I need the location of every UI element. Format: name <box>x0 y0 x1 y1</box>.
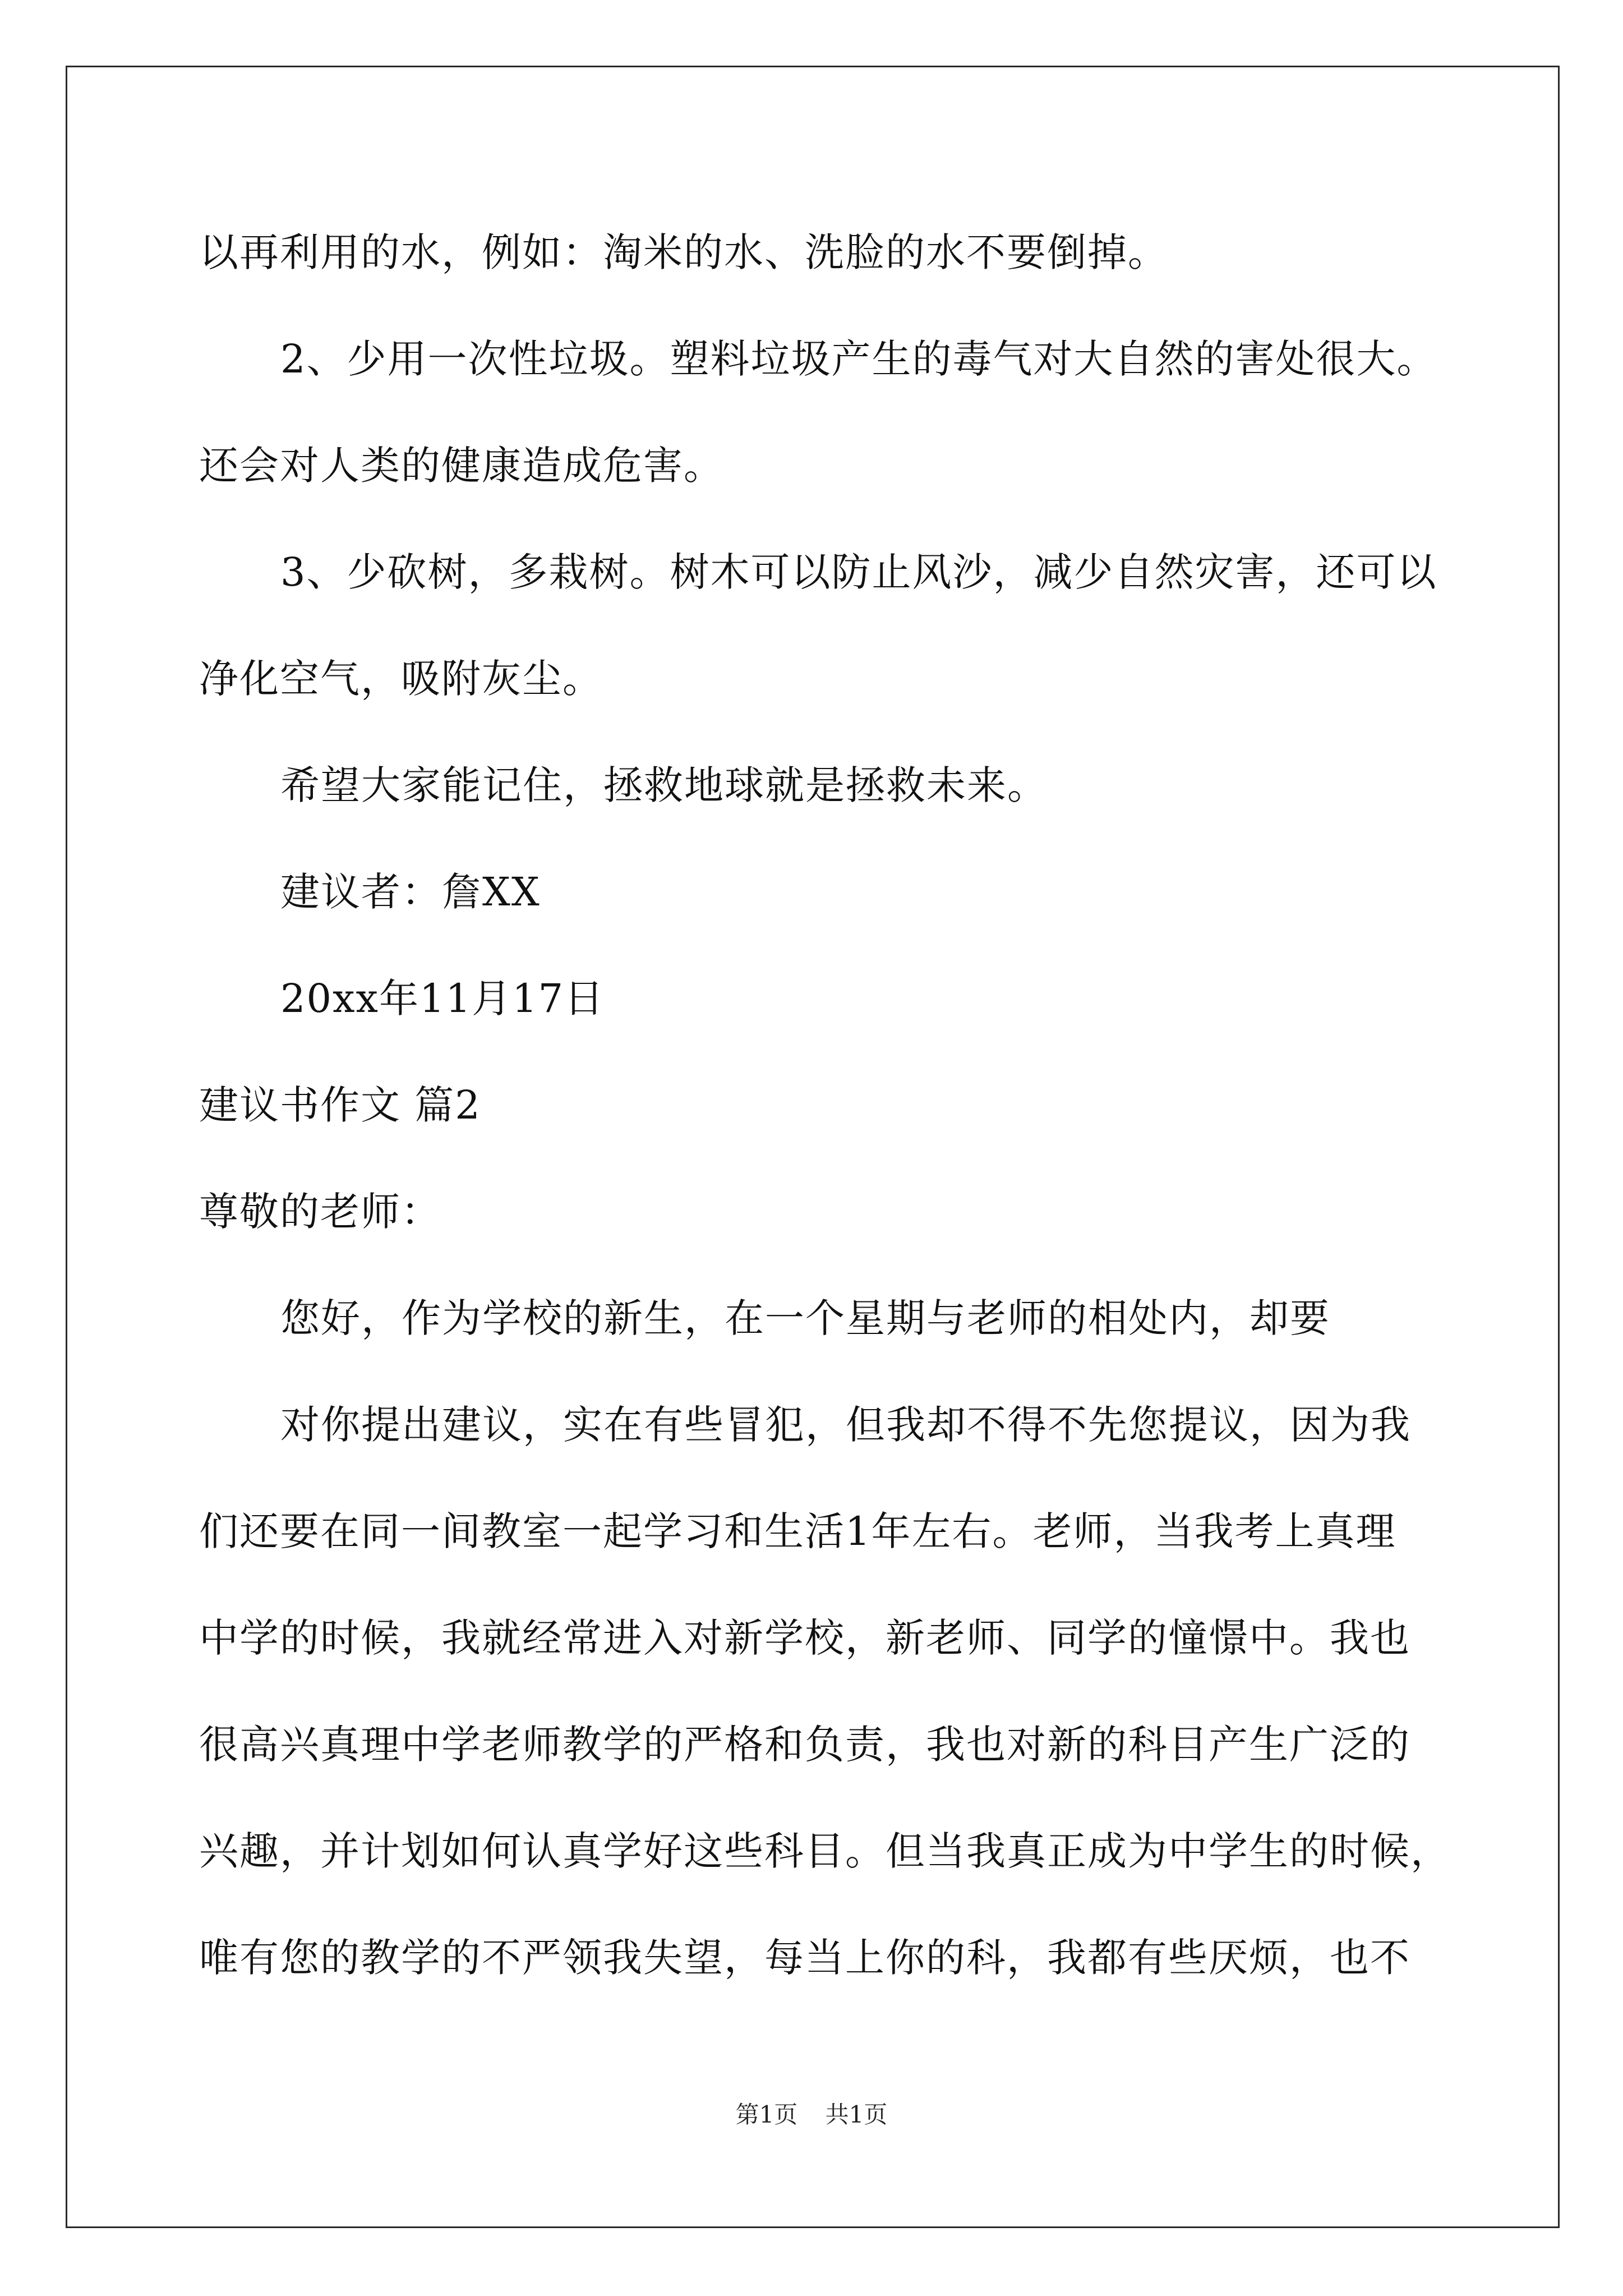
text-line: 2、少用一次性垃圾。塑料垃圾产生的毒气对大自然的害处很大。 <box>280 336 1437 382</box>
text-line: 们还要在同一间教室一起学习和生活1年左右。老师，当我考上真理 <box>199 1508 1396 1554</box>
signature-line: 建议者：詹XX <box>280 869 541 915</box>
text-line: 中学的时候，我就经常进入对新学校，新老师、同学的憧憬中。我也 <box>199 1615 1410 1661</box>
text-line: 净化空气，吸附灰尘。 <box>199 656 603 702</box>
text-line: 很高兴真理中学老师教学的严格和负责，我也对新的科目产生广泛的 <box>199 1722 1410 1768</box>
text-line: 兴趣，并计划如何认真学好这些科目。但当我真正成为中学生的时候， <box>199 1828 1451 1874</box>
page-border <box>66 66 1560 2228</box>
page-footer <box>0 2101 1623 2129</box>
text-line: 3、少砍树，多栽树。树木可以防止风沙，减少自然灾害，还可以 <box>280 549 1437 595</box>
text-line: 您好，作为学校的新生，在一个星期与老师的相处内，却要 <box>280 1295 1330 1341</box>
date-line: 20xx年11月17日 <box>280 976 605 1022</box>
text-line: 希望大家能记住，拯救地球就是拯救未来。 <box>280 762 1048 808</box>
text-line: 还会对人类的健康造成危害。 <box>199 443 724 489</box>
page-total: 共1页 <box>825 2101 888 2128</box>
text-line: 唯有您的教学的不严领我失望，每当上你的科，我都有些厌烦，也不 <box>199 1935 1410 1981</box>
page-number: 第1页 <box>735 2101 798 2128</box>
text-line: 以再利用的水，例如：淘米的水、洗脸的水不要倒掉。 <box>199 229 1168 275</box>
text-line: 对你提出建议，实在有些冒犯，但我却不得不先您提议，因为我 <box>280 1402 1411 1448</box>
salutation: 尊敬的老师： <box>199 1189 441 1235</box>
section-heading: 建议书作文 篇2 <box>199 1082 481 1128</box>
